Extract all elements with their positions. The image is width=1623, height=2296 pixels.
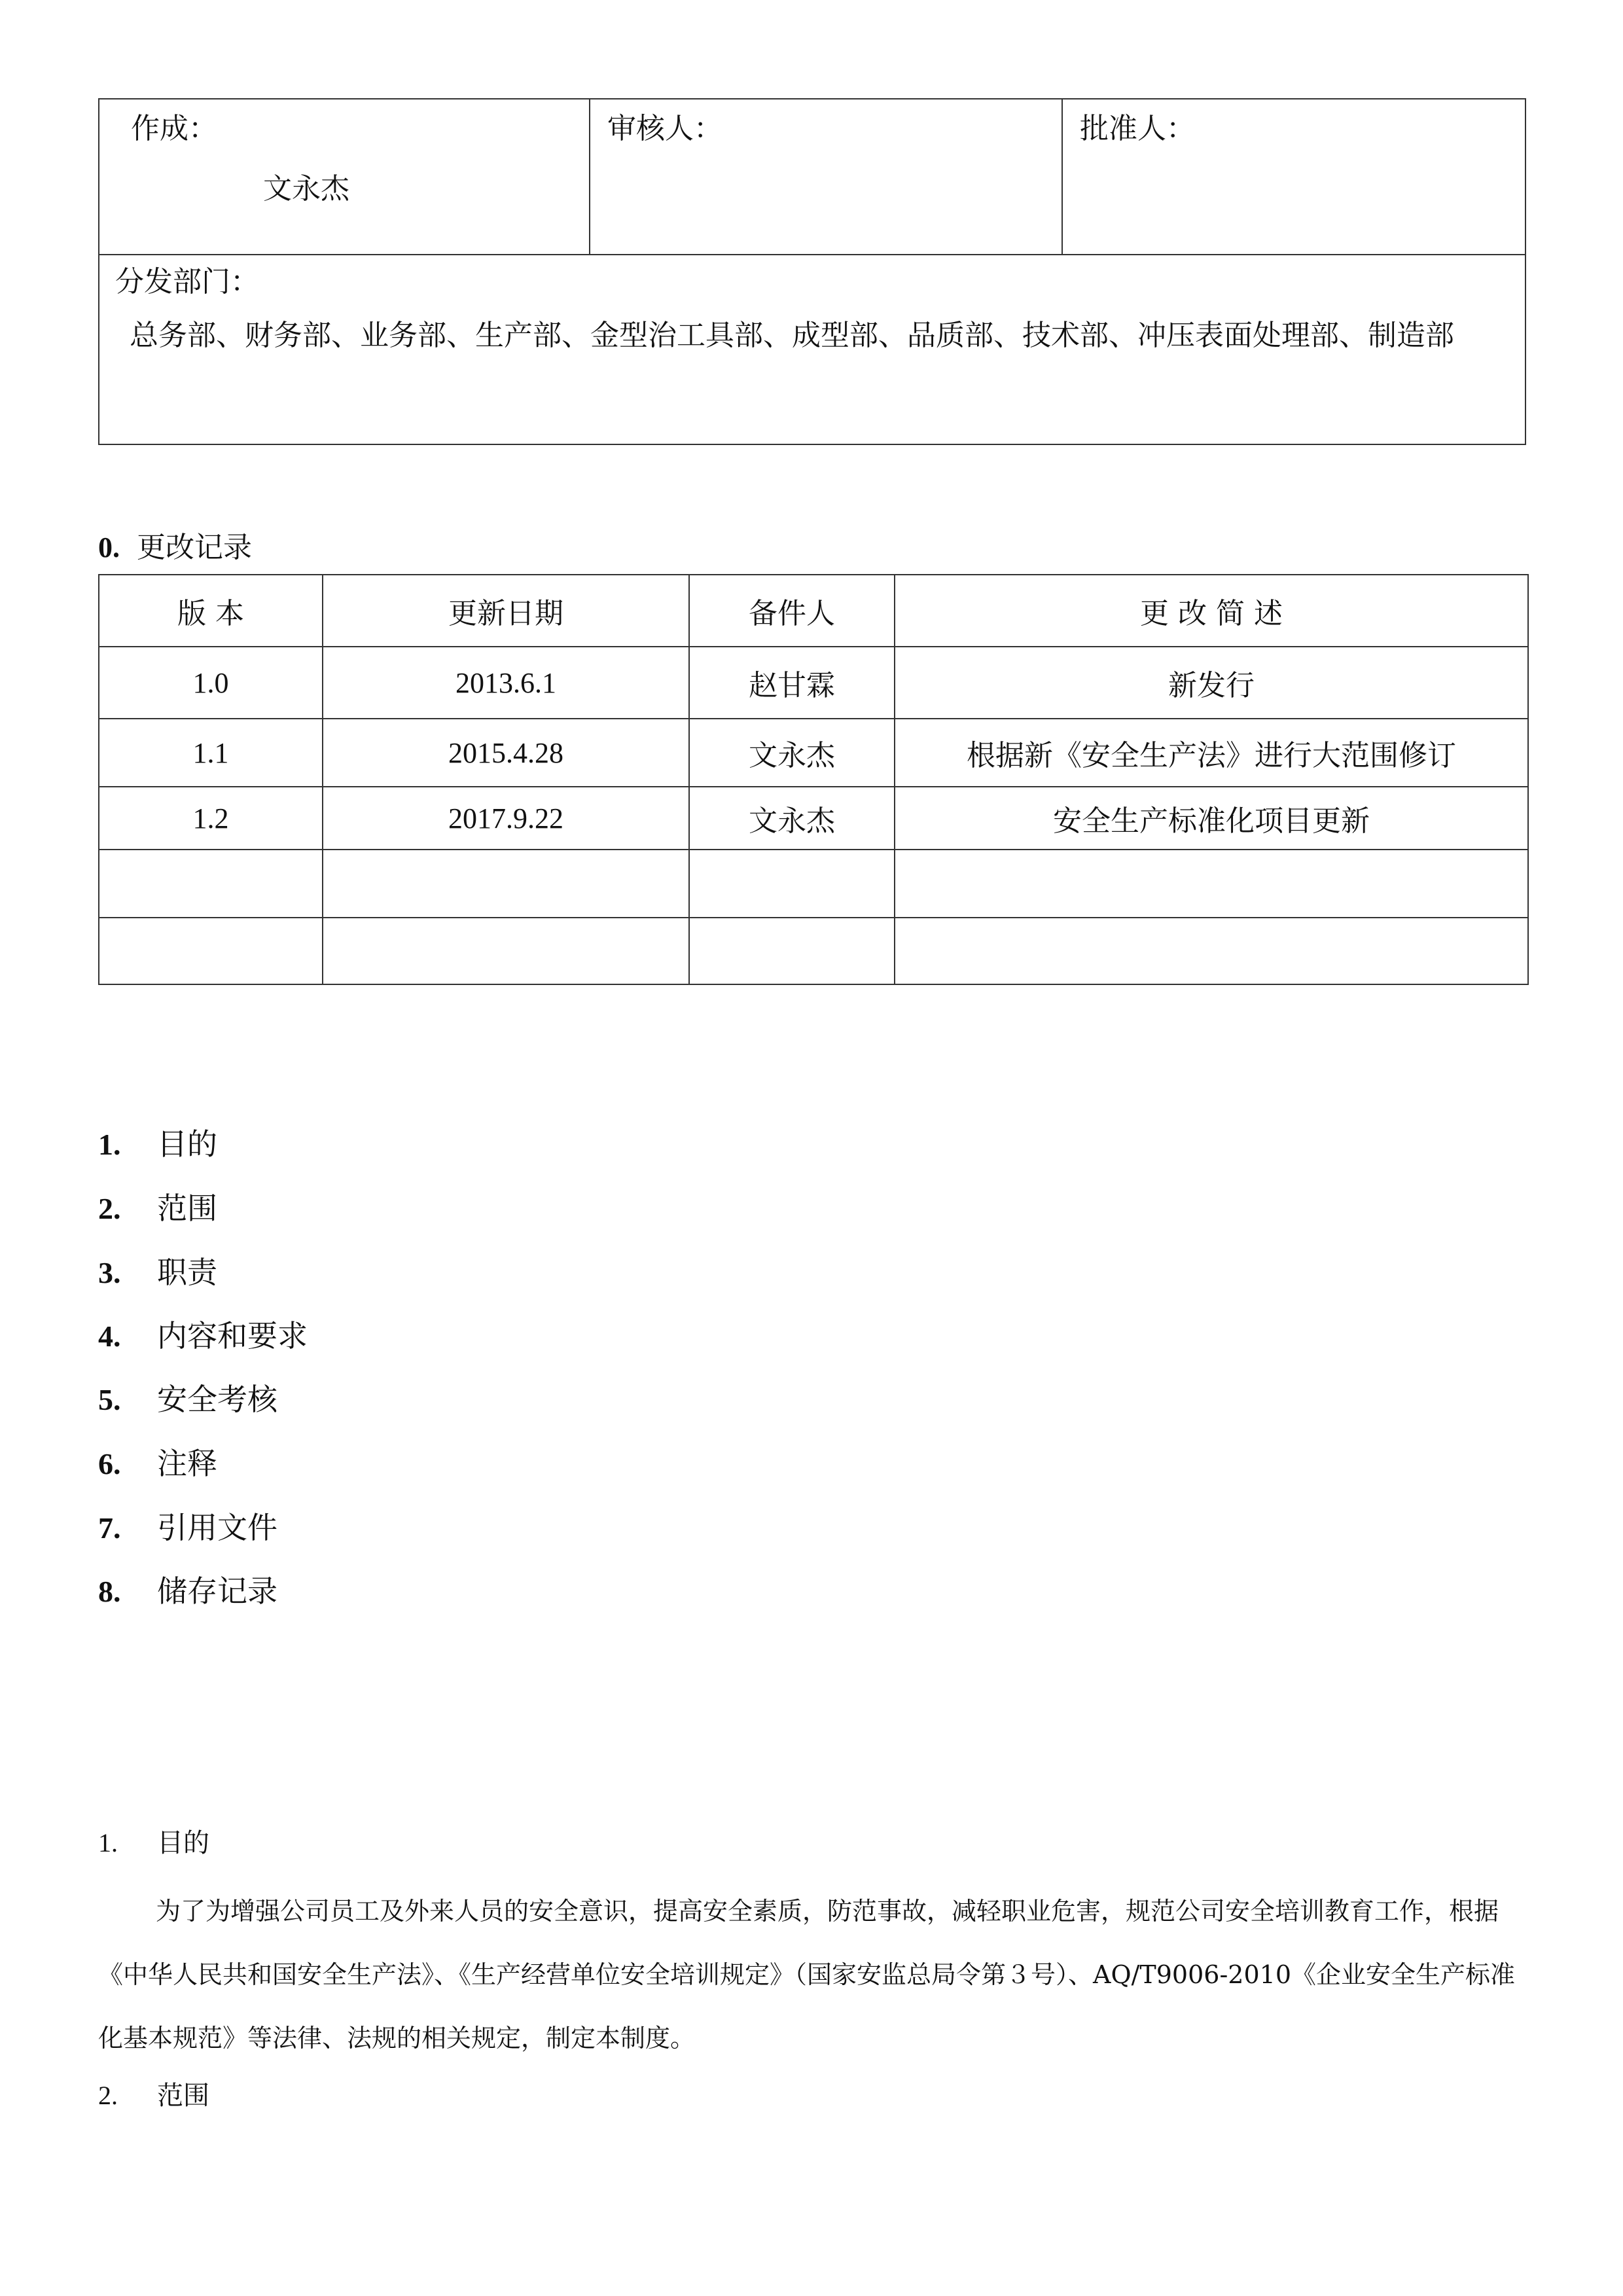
cell-person bbox=[689, 850, 895, 918]
cell-date: 2017.9.22 bbox=[323, 787, 689, 850]
cell-date: 2013.6.1 bbox=[323, 647, 689, 719]
toc-item-number: 2. bbox=[98, 1192, 121, 1225]
toc-item-number: 4. bbox=[98, 1319, 121, 1353]
toc-item bbox=[98, 1504, 277, 1547]
cell-version: 1.0 bbox=[99, 647, 323, 719]
toc-item-number: 6. bbox=[98, 1447, 121, 1480]
section-heading bbox=[98, 1822, 209, 1859]
author-label: 作成： bbox=[131, 112, 217, 145]
toc-item-number: 3. bbox=[98, 1256, 121, 1289]
table-row bbox=[99, 719, 1528, 787]
toc-item-label: 目的 bbox=[157, 1126, 217, 1162]
section-number: 1. bbox=[98, 1828, 118, 1857]
cell-summary bbox=[895, 850, 1528, 918]
cell-date: 2015.4.28 bbox=[323, 719, 689, 787]
toc-item bbox=[98, 1440, 217, 1483]
author-value: 文永杰 bbox=[263, 172, 349, 206]
cell-date bbox=[323, 850, 689, 918]
toc-item bbox=[98, 1568, 277, 1611]
approver-label: 批准人： bbox=[1080, 112, 1195, 145]
toc-item bbox=[98, 1376, 277, 1419]
toc-item-label: 范围 bbox=[157, 1191, 217, 1226]
cell-version: 1.1 bbox=[99, 719, 323, 787]
toc-item-number: 7. bbox=[98, 1511, 121, 1545]
distribution-cell bbox=[99, 255, 1525, 444]
toc-item-label: 注释 bbox=[157, 1446, 217, 1481]
table-header-row bbox=[99, 575, 1528, 647]
toc-item bbox=[98, 1121, 217, 1164]
toc-item-label: 内容和要求 bbox=[157, 1318, 308, 1354]
toc-item-number: 8. bbox=[98, 1575, 121, 1608]
header-date: 更新日期 bbox=[323, 575, 689, 647]
change-log-table bbox=[98, 574, 1529, 985]
cell-version: 1.2 bbox=[99, 787, 323, 850]
approval-table bbox=[98, 98, 1526, 445]
distribution-row bbox=[99, 255, 1525, 444]
table-row bbox=[99, 647, 1528, 719]
cell-summary: 根据新《安全生产法》进行大范围修订 bbox=[895, 719, 1528, 787]
table-row bbox=[99, 918, 1528, 984]
table-row bbox=[99, 850, 1528, 918]
cell-summary: 安全生产标准化项目更新 bbox=[895, 787, 1528, 850]
section-heading bbox=[98, 2075, 209, 2112]
cell-person: 赵甘霖 bbox=[689, 647, 895, 719]
cell-summary bbox=[895, 918, 1528, 984]
table-row bbox=[99, 787, 1528, 850]
toc-item-label: 职责 bbox=[157, 1255, 217, 1290]
toc-item bbox=[98, 1249, 217, 1292]
change-log-title: 更改记录 bbox=[137, 531, 252, 564]
change-log-heading bbox=[98, 524, 252, 565]
section-title: 目的 bbox=[157, 1828, 209, 1858]
toc-item-label: 引用文件 bbox=[157, 1510, 277, 1545]
cell-summary: 新发行 bbox=[895, 647, 1528, 719]
toc-item bbox=[98, 1185, 217, 1228]
section-number: 2. bbox=[98, 2081, 118, 2110]
change-log-number: 0. bbox=[98, 531, 120, 564]
toc-item-number: 1. bbox=[98, 1128, 121, 1161]
reviewer-label: 审核人： bbox=[607, 112, 722, 145]
distribution-label: 分发部门： bbox=[115, 265, 259, 298]
header-summary: 更 改 简 述 bbox=[895, 575, 1528, 647]
section-text: 为了为增强公司员工及外来人员的安全意识，提高安全素质，防范事故，减轻职业危害，规范公司安全培训教育工作，根据《中华人民共和国安全生产法》、《生产经营单位安全培训规定》（国家安监总局令第３号）、AQ/T9006-2010《企业安全生产标准化基本规范》等法律、法规的相关规定，制定本制度。 bbox=[98, 1897, 1516, 2053]
toc-item bbox=[98, 1312, 308, 1355]
cell-date bbox=[323, 918, 689, 984]
cell-person bbox=[689, 918, 895, 984]
section-title: 范围 bbox=[157, 2081, 209, 2111]
reviewer-cell bbox=[590, 99, 1062, 255]
toc-item-number: 5. bbox=[98, 1383, 121, 1416]
approval-row bbox=[99, 99, 1525, 255]
section-paragraph bbox=[98, 1880, 1531, 2070]
cell-person: 文永杰 bbox=[689, 719, 895, 787]
approver-cell bbox=[1062, 99, 1525, 255]
distribution-value: 总务部、财务部、业务部、生产部、金型治工具部、成型部、品质部、技术部、冲压表面处理部、制造部 bbox=[130, 319, 1454, 352]
toc-item-label: 安全考核 bbox=[157, 1382, 277, 1417]
cell-version bbox=[99, 850, 323, 918]
author-cell bbox=[99, 99, 590, 255]
toc-item-label: 储存记录 bbox=[157, 1573, 277, 1609]
header-version: 版 本 bbox=[99, 575, 323, 647]
header-person: 备件人 bbox=[689, 575, 895, 647]
cell-version bbox=[99, 918, 323, 984]
cell-person: 文永杰 bbox=[689, 787, 895, 850]
